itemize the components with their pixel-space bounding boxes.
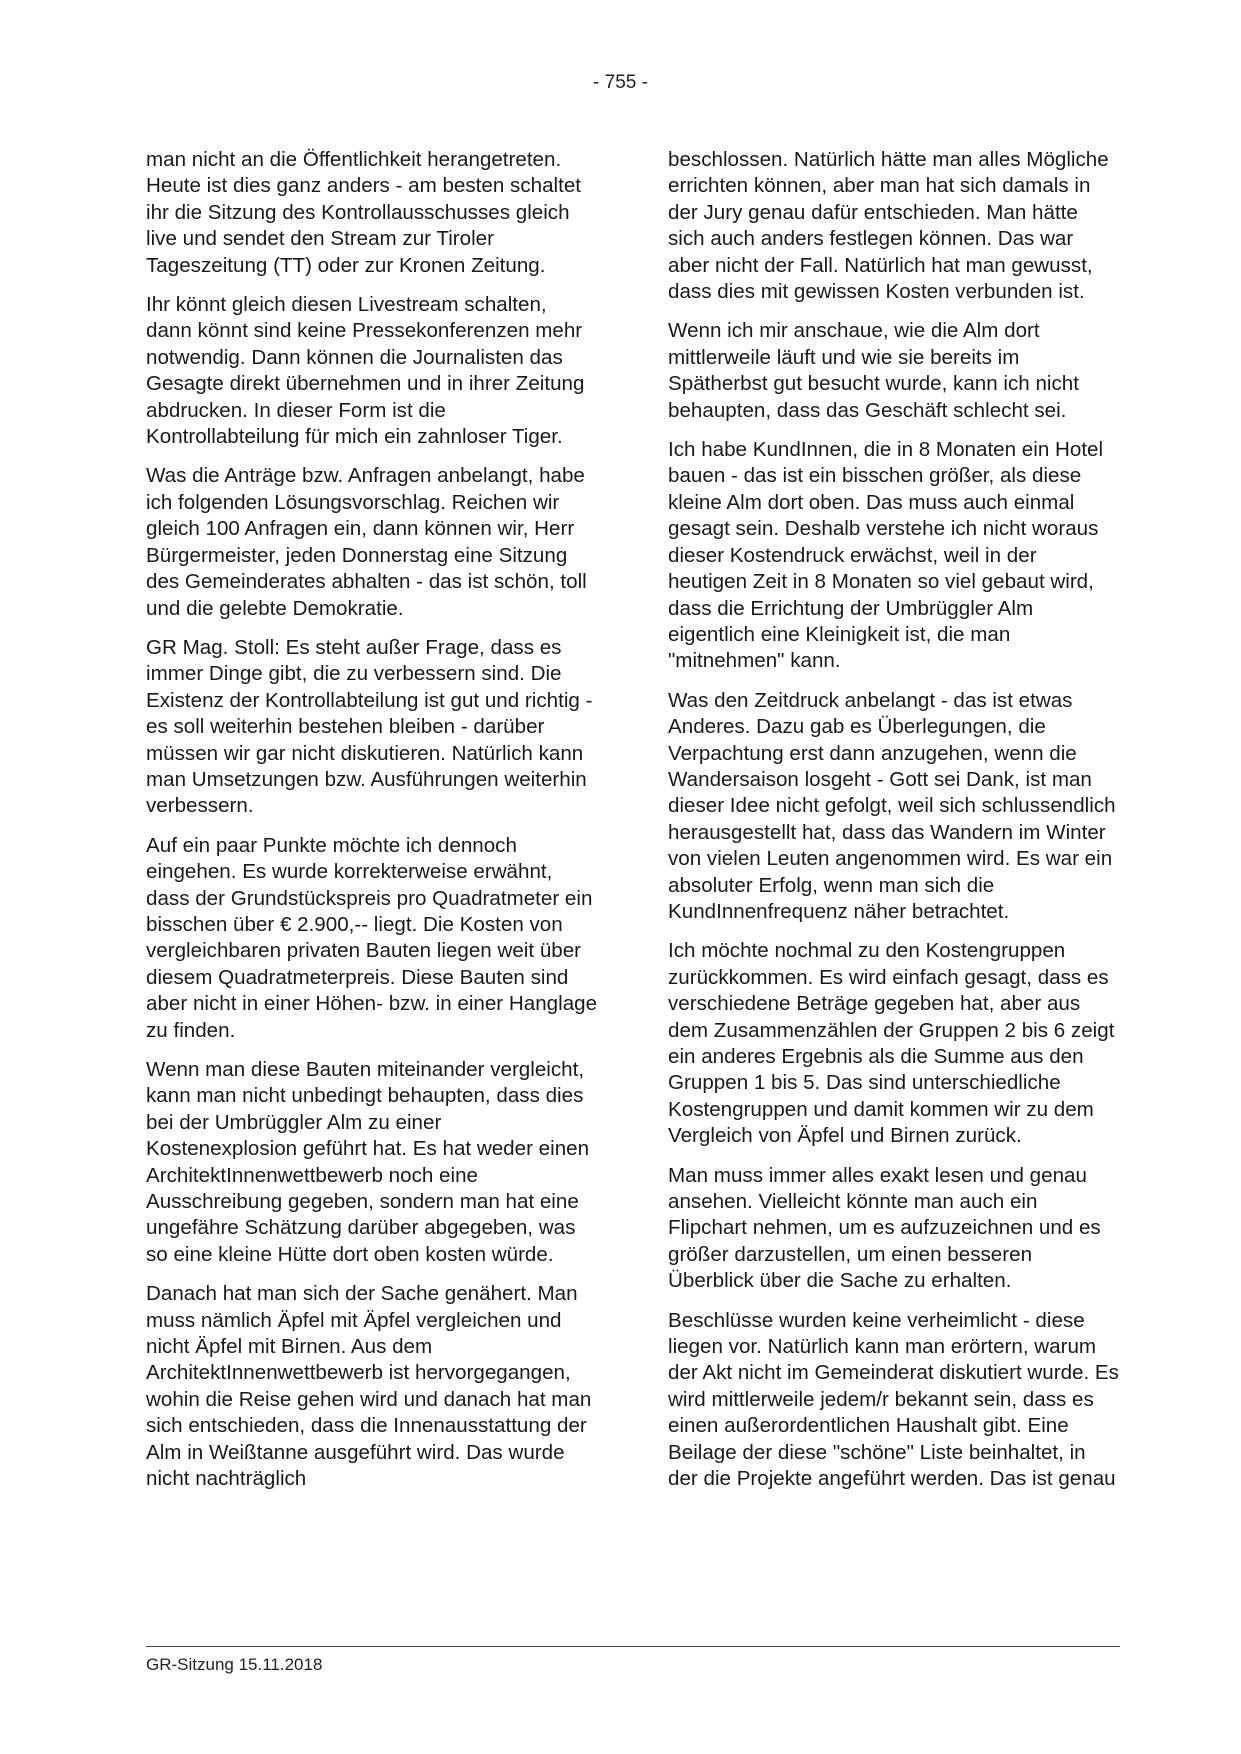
footer-divider	[146, 1646, 1120, 1647]
left-column	[146, 147, 598, 1506]
right-column	[668, 147, 1120, 1506]
page-number: - 755 -	[593, 72, 648, 93]
paragraph: man nicht an die Öffentlichkeit herangetreten. Heute ist dies ganz anders - am besten schaltet ihr die Sitzung des Kontrollausschusses gleich live und sendet den Stream zur Tiroler Tageszeitung (TT) oder zur Kronen Zeitung.	[146, 148, 581, 277]
paragraph: GR Mag. Stoll: Es steht außer Frage, dass es immer Dinge gibt, die zu verbessern sind. Die Existenz der Kontrollabteilung ist gut und richtig - es soll weiterhin bestehen bleiben - darüber müssen wir gar nicht diskutieren. Natürlich kann man Umsetzungen bzw. Ausführungen weiterhin verbessern.	[146, 635, 593, 818]
paragraph: Ihr könnt gleich diesen Livestream schalten, dann könnt sind keine Pressekonferenzen mehr notwendig. Dann können die Journalisten das Gesagte direkt übernehmen und in ihrer Zeitung abdrucken. In dieser Form ist die Kontrollabteilung für mich ein zahnloser Tiger.	[146, 293, 585, 449]
paragraph: Auf ein paar Punkte möchte ich dennoch eingehen. Es wurde korrekterweise erwähnt, dass der Grundstückspreis pro Quadratmeter ein bisschen über € 2.900,-- liegt. Die Kosten von vergleichbaren privaten Bauten liegen weit über diesem Quadratmeterpreis. Diese Bauten sind aber nicht in einer Höhen- bzw. in einer Hanglage zu finden.	[146, 833, 598, 1042]
paragraph: beschlossen. Natürlich hätte man alles Mögliche errichten können, aber man hat sich damals in der Jury genau dafür entschieden. Man hätte sich auch anders festlegen können. Das war aber nicht der Fall. Natürlich hat man gewusst, dass dies mit gewissen Kosten verbunden ist.	[668, 148, 1109, 304]
paragraph: Ich habe KundInnen, die in 8 Monaten ein Hotel bauen - das ist ein bisschen größer, als diese kleine Alm dort oben. Das muss auch einmal gesagt sein. Deshalb verstehe ich nicht woraus dieser Kostendruck erwächst, weil in der heutigen Zeit in 8 Monaten so viel gebaut wird, dass die Errichtung der Umbrüggler Alm eigentlich eine Kleinigkeit ist, die man "mitnehmen" kann.	[668, 438, 1104, 673]
paragraph: Man muss immer alles exakt lesen und genau ansehen. Vielleicht könnte man auch ein Flipchart nehmen, um es aufzuzeichnen und es größer darzustellen, um einen besseren Überblick über die Sache zu erhalten.	[668, 1163, 1101, 1293]
paragraph: Wenn ich mir anschaue, wie die Alm dort mittlerweile läuft und wie sie bereits im Spätherbst gut besucht wurde, kann ich nicht behaupten, dass das Geschäft schlecht sei.	[668, 319, 1079, 422]
paragraph: Danach hat man sich der Sache genähert. Man muss nämlich Äpfel mit Äpfel vergleichen und nicht Äpfel mit Birnen. Aus dem ArchitektInnenwettbewerb ist hervorgegangen, wohin die Reise gehen wird und danach hat man sich entschieden, dass die Innenausstattung der Alm in Weißtanne ausgeführt wird. Das wurde nicht nachträglich	[146, 1282, 592, 1491]
footer-session-date: GR-Sitzung 15.11.2018	[146, 1655, 323, 1674]
paragraph: Was den Zeitdruck anbelangt - das ist etwas Anderes. Dazu gab es Überlegungen, die Verpachtung erst dann anzugehen, wenn die Wandersaison losgeht - Gott sei Dank, ist man dieser Idee nicht gefolgt, weil sich schlussendlich herausgestellt hat, dass das Wandern im Winter von vielen Leuten angenommen wird. Es war ein absoluter Erfolg, wenn man sich die KundInnenfrequenz näher betrachtet.	[668, 688, 1116, 923]
paragraph: Beschlüsse wurden keine verheimlicht - diese liegen vor. Natürlich kann man erörtern, warum der Akt nicht im Gemeinderat diskutiert wurde. Es wird mittlerweile jedem/r bekannt sein, dass es einen außerordentlichen Haushalt gibt. Eine Beilage der diese "schöne" Liste beinhaltet, in der die Projekte angeführt werden. Das ist genau	[668, 1308, 1119, 1491]
paragraph: Ich möchte nochmal zu den Kostengruppen zurückkommen. Es wird einfach gesagt, dass es verschiedene Beträge gegeben hat, aber aus dem Zusammenzählen der Gruppen 2 bis 6 zeigt ein anderes Ergebnis als die Summe aus den Gruppen 1 bis 5. Das sind unterschiedliche Kostengruppen und damit kommen wir zu dem Vergleich von Äpfel und Birnen zurück.	[668, 939, 1115, 1148]
paragraph: Wenn man diese Bauten miteinander vergleicht, kann man nicht unbedingt behaupten, dass dies bei der Umbrüggler Alm zu einer Kostenexplosion geführt hat. Es hat weder einen ArchitektInnenwettbewerb noch eine Ausschreibung gegeben, sondern man hat eine ungefähre Schätzung darüber abgegeben, was so eine kleine Hütte dort oben kosten würde.	[146, 1058, 590, 1266]
paragraph: Was die Anträge bzw. Anfragen anbelangt, habe ich folgenden Lösungsvorschlag. Reichen wir gleich 100 Anfragen ein, dann können wir, Herr Bürgermeister, jeden Donnerstag eine Sitzung des Gemeinderates abhalten - das ist schön, toll und die gelebte Demokratie.	[146, 464, 587, 620]
